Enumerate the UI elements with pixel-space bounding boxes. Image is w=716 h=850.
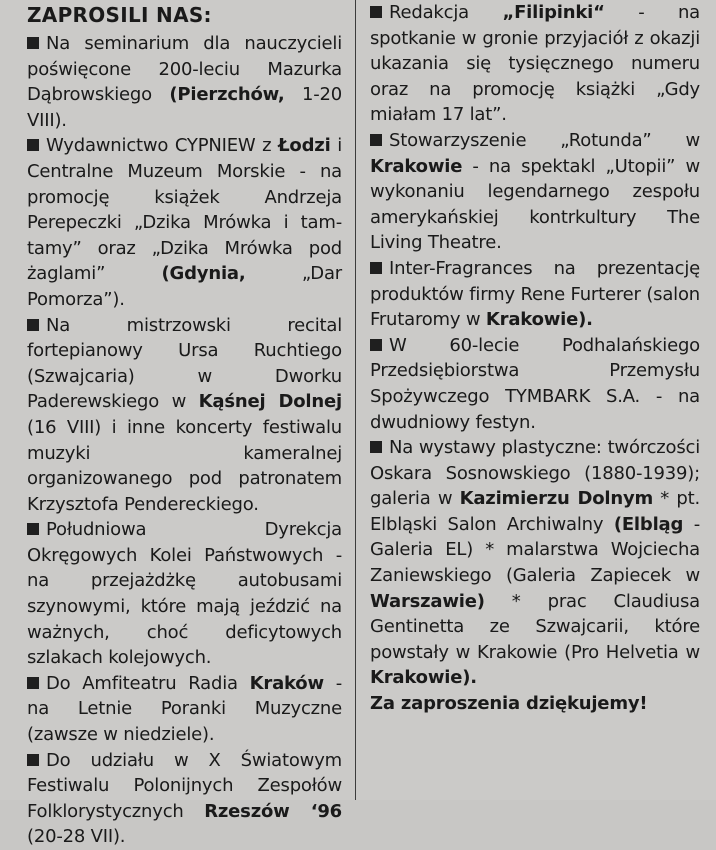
item-text: - na Letnie Poranki Muzyczne (zawsze w niedziele).	[27, 672, 342, 746]
bold-text: Krakowie	[370, 155, 463, 177]
list-item	[27, 313, 342, 518]
item-text: * pt. Elbląski Salon Archiwalny	[370, 488, 700, 535]
item-text: W 60-lecie Podhalańskiego Przedsiębiorstwa Przemysłu Spożywczego TYMBARK S.A. - na dwudniowy festyn.	[370, 334, 700, 433]
bold-text: Kąśnej Dolnej	[198, 391, 342, 413]
bullet-square-icon	[370, 339, 382, 351]
item-text: „Dar Pomorza”).	[27, 263, 343, 310]
item-text: Stowarzyszenie „Rotunda” w	[389, 129, 700, 151]
item-text: Do Amfiteatru Radia	[46, 672, 250, 694]
list-item	[370, 0, 700, 128]
bullet-square-icon	[27, 754, 39, 766]
section-heading: ZAPROSILI NAS:	[27, 3, 212, 27]
bold-text: Warszawie)	[370, 590, 485, 612]
item-text: - na spektakl „Utopii” w wykonaniu legendarnego zespołu amerykańskiej kontrkultury The Living Theatre.	[370, 155, 700, 254]
bold-text: Krakowie).	[485, 309, 593, 331]
list-item	[27, 517, 342, 671]
item-text: 1-20 VIII).	[27, 84, 343, 131]
left-item-list	[27, 31, 342, 850]
list-item	[27, 748, 342, 850]
bullet-square-icon	[27, 139, 39, 151]
item-text: Inter-Fragrances na prezentację produktów firmy Rene Furterer (salon Frutaromy w	[370, 257, 700, 331]
list-item	[27, 133, 342, 312]
bold-text: Rzeszów ‘96	[204, 800, 343, 822]
bold-text: „Filipinki“	[502, 2, 605, 23]
bold-text: Krakowie).	[370, 667, 477, 689]
item-text: (16 VIII) i inne koncerty festiwalu muzyki kameralnej organizowanego pod patronatem Krzysztofa Pendereckiego.	[27, 416, 342, 515]
bullet-square-icon	[370, 6, 382, 18]
thanks-line: Za zaproszenia dziękujemy!	[370, 693, 648, 715]
bold-text: Łodzi	[278, 135, 331, 157]
bullet-square-icon	[370, 134, 382, 146]
item-text: Na mistrzowski recital fortepianowy Ursa Ruchtiego (Szwajcaria) w Dworku Paderewskiego w	[27, 314, 342, 413]
bullet-square-icon	[27, 319, 39, 331]
item-text: Wydawnictwo CYPNIEW z	[46, 135, 279, 157]
left-column	[27, 0, 342, 850]
bullet-square-icon	[370, 441, 382, 453]
item-text: Do udziału w X Światowym Festiwalu Polonijnych Zespołów Folklorystycznych	[27, 749, 342, 822]
right-column	[370, 0, 700, 717]
list-item	[370, 256, 700, 333]
item-text: Na seminarium dla nauczycieli poświęcone 200-leciu Mazurka Dąbrowskiego	[27, 33, 342, 106]
list-item	[370, 333, 700, 435]
bold-text: Kraków	[249, 672, 324, 694]
right-item-list	[370, 0, 700, 691]
item-text: Południowa Dyrekcja Okręgowych Kolei Państwowych - na przejażdżkę autobusami szynowymi, które mają jeździć na ważnych, choć deficytowych szlakach kolejowych.	[27, 519, 342, 669]
item-text: (20-28 VII).	[27, 826, 126, 848]
list-item	[27, 31, 342, 133]
column-divider	[355, 0, 356, 800]
bullet-square-icon	[27, 523, 39, 535]
bold-text: Kazimierzu Dolnym	[459, 488, 654, 510]
item-text: - na spotkanie w gronie przyjaciół z okazji ukazania się tysięcznego numeru oraz na promocję książki „Gdy miałam 17 lat”.	[370, 2, 700, 126]
bold-text: (Elbląg	[613, 513, 684, 535]
item-text: - Galeria EL) * malarstwa Wojciecha Zaniewskiego (Galeria Zapiecek w	[370, 513, 700, 587]
item-text: Redakcja	[389, 2, 503, 23]
bullet-square-icon	[27, 677, 39, 689]
list-item	[370, 435, 700, 691]
list-item	[370, 128, 700, 256]
bullet-square-icon	[27, 37, 39, 49]
list-item	[27, 671, 342, 748]
item-text: i Centralne Muzeum Morskie - na promocję książek Andrzeja Perepeczki „Dzika Mrówka i tam-tamy” oraz „Dzika Mrówka pod żaglami”	[27, 135, 343, 285]
bold-text: (Pierzchów,	[169, 84, 285, 106]
bullet-square-icon	[370, 262, 382, 274]
item-text: Na wystawy plastyczne: twórczości Oskara Sosnowskiego (1880-1939); galeria w	[370, 437, 700, 510]
item-text: * prac Claudiusa Gentinetta ze Szwajcarii, które powstały w Krakowie (Pro Helvetia w	[370, 590, 700, 663]
bold-text: (Gdynia,	[161, 263, 246, 285]
